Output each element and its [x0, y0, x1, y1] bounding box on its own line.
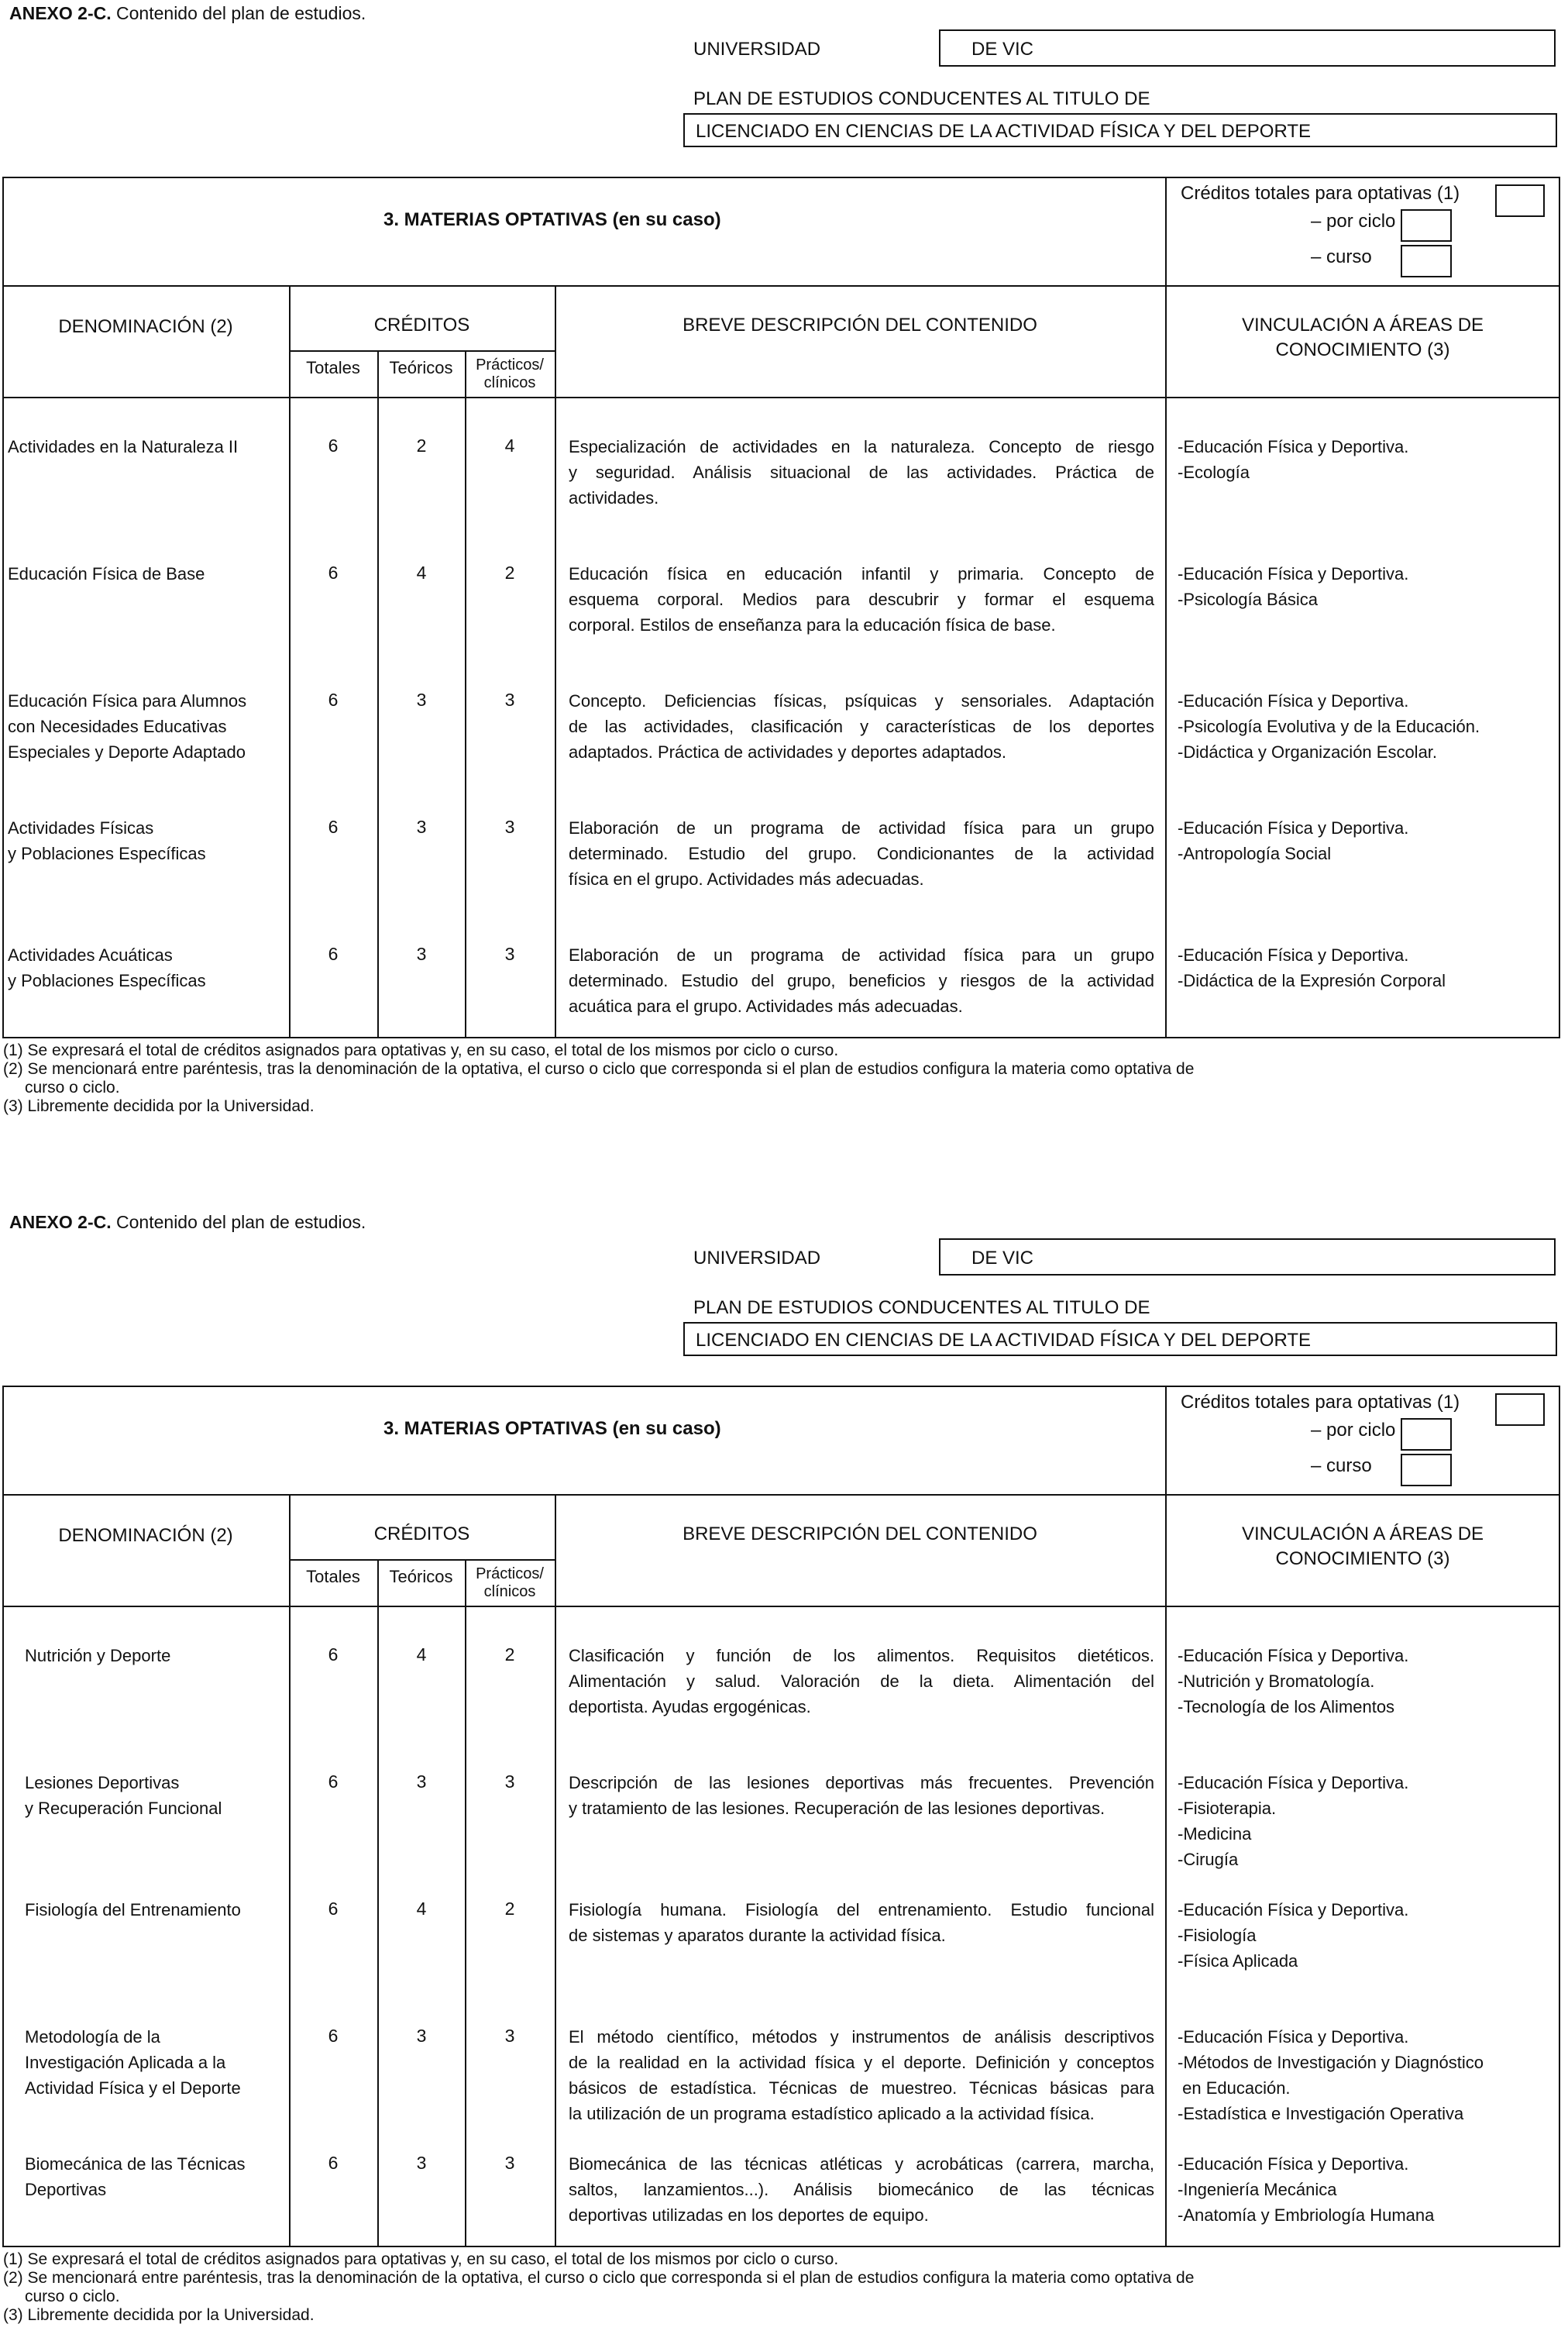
subject-name-line: Actividades en la Naturaleza II: [8, 437, 239, 456]
footnotes: [3, 2250, 1194, 2325]
table-divider: [289, 1559, 555, 1561]
footnote: curso o ciclo.: [25, 1079, 120, 1097]
subject-description: [569, 561, 1154, 638]
credits-teoricos: 3: [416, 2026, 427, 2046]
description-line: y seguridad. Análisis situacional de las actividades. Práctica de: [569, 463, 1154, 482]
footnote: (1) Se expresará el total de créditos asignados para optativas y, en su caso, el total de los mismos por ciclo o curso.: [3, 2250, 839, 2268]
credits-practicos: 2: [504, 563, 515, 583]
credits-totales: 6: [328, 944, 339, 964]
description-line: corporal. Estilos de enseñanza para la educación física de base.: [569, 615, 1056, 635]
section-title: 3. MATERIAS OPTATIVAS (en su caso): [383, 1418, 721, 1439]
knowledge-area-item: en Educación.: [1178, 2078, 1291, 2098]
por-ciclo-box: [1401, 1418, 1452, 1451]
subject-description: [569, 1643, 1154, 1720]
subject-name-line: Investigación Aplicada a la: [25, 2053, 226, 2072]
credits-totales: 6: [328, 1771, 339, 1792]
header-vinculacion: VINCULACIÓN A ÁREAS DE CONOCIMIENTO (3): [1241, 315, 1484, 360]
knowledge-areas: [1178, 815, 1557, 866]
annex-page-2: [0, 1209, 1568, 2348]
header-teoricos: Teóricos: [389, 1567, 453, 1586]
knowledge-area-item: -Psicología Básica: [1178, 590, 1318, 609]
subject-name: [8, 434, 279, 460]
knowledge-area-item: -Educación Física y Deportiva.: [1178, 2154, 1409, 2174]
table-divider: [2, 285, 1560, 287]
description-line: determinado. Estudio del grupo, beneficios y riesgos de la actividad: [569, 971, 1154, 990]
credits-practicos: 3: [504, 690, 515, 710]
por-ciclo-label: – por ciclo: [1311, 211, 1396, 232]
credits-totales: 6: [328, 436, 339, 456]
header-totales: Totales: [306, 358, 360, 377]
knowledge-area-item: -Ecología: [1178, 463, 1250, 482]
knowledge-area-item: -Educación Física y Deportiva.: [1178, 1646, 1409, 1665]
curso-box: [1401, 245, 1452, 277]
subject-name-line: Lesiones Deportivas: [25, 1773, 180, 1792]
credits-totales: 6: [328, 2026, 339, 2046]
knowledge-area-item: -Medicina: [1178, 1824, 1252, 1844]
description-line: esquema corporal. Medios para descubrir y formar el esquema: [569, 590, 1154, 609]
credits-totales: 6: [328, 690, 339, 710]
header-vinculacion: VINCULACIÓN A ÁREAS DE CONOCIMIENTO (3): [1241, 1523, 1484, 1569]
subject-name-line: Especiales y Deporte Adaptado: [8, 742, 246, 762]
knowledge-area-item: -Fisioterapia.: [1178, 1799, 1277, 1818]
description-line: Especialización de actividades en la naturaleza. Concepto de riesgo: [569, 437, 1154, 456]
curso-label: – curso: [1311, 1455, 1372, 1476]
subject-name: [8, 815, 279, 866]
credits-totales: 6: [328, 1899, 339, 1919]
por-ciclo-label: – por ciclo: [1311, 1420, 1396, 1441]
description-line: Alimentación y salud. Valoración de la dieta. Alimentación del: [569, 1671, 1154, 1691]
table-divider: [289, 285, 291, 1038]
description-line: El método científico, métodos y instrumentos de análisis descriptivos: [569, 2027, 1154, 2047]
knowledge-area-item: -Ingeniería Mecánica: [1178, 2180, 1337, 2199]
knowledge-areas: [1178, 1643, 1557, 1720]
description-line: básicos de estadística. Técnicas de muestreo. Técnicas básicas para: [569, 2078, 1154, 2098]
knowledge-areas: [1178, 688, 1557, 765]
credits-teoricos: 4: [416, 1644, 427, 1665]
universidad-value: DE VIC: [939, 29, 1556, 67]
header-totales: Totales: [306, 1567, 360, 1586]
footnote: (2) Se mencionará entre paréntesis, tras la denominación de la optativa, el curso o ciclo que corresponda si el plan de estudios configura la materia como optativa de: [3, 2269, 1195, 2287]
credits-practicos: 2: [504, 1899, 515, 1919]
table-divider: [465, 1559, 466, 2247]
plan-title: LICENCIADO EN CIENCIAS DE LA ACTIVIDAD FÍSICA Y DEL DEPORTE: [683, 1322, 1557, 1356]
credits-teoricos: 3: [416, 817, 427, 837]
description-line: determinado. Estudio del grupo. Condicionantes de la actividad: [569, 844, 1154, 863]
knowledge-area-item: -Nutrición y Bromatología.: [1178, 1671, 1375, 1691]
credits-teoricos: 3: [416, 2153, 427, 2173]
knowledge-area-item: -Didáctica de la Expresión Corporal: [1178, 971, 1446, 990]
table-divider: [289, 1494, 291, 2247]
knowledge-area-item: -Educación Física y Deportiva.: [1178, 1900, 1409, 1919]
annex-heading: ANEXO 2-C. Contenido del plan de estudios.: [9, 3, 366, 23]
subject-name-line: Actividad Física y el Deporte: [25, 2078, 241, 2098]
knowledge-areas: [1178, 561, 1557, 612]
subject-description: [569, 2151, 1154, 2228]
description-line: Elaboración de un programa de actividad física para un grupo: [569, 945, 1154, 965]
header-teoricos: Teóricos: [389, 358, 453, 377]
header-denominacion: DENOMINACIÓN (2): [58, 1525, 233, 1546]
description-line: Elaboración de un programa de actividad física para un grupo: [569, 818, 1154, 838]
subject-name-line: Fisiología del Entrenamiento: [25, 1900, 241, 1919]
credits-teoricos: 3: [416, 1771, 427, 1792]
footnotes: [3, 1041, 1194, 1116]
knowledge-area-item: -Estadística e Investigación Operativa: [1178, 2104, 1464, 2123]
credits-practicos: 2: [504, 1644, 515, 1665]
subject-name: [8, 561, 279, 587]
creditos-totales-label: Créditos totales para optativas (1): [1181, 1392, 1460, 1413]
knowledge-area-item: -Fisiología: [1178, 1926, 1257, 1945]
knowledge-areas: [1178, 942, 1557, 993]
subject-name-line: Actividades Acuáticas: [8, 945, 173, 965]
creditos-totales-box: [1495, 184, 1545, 217]
table-divider: [555, 285, 556, 1038]
subject-name: [8, 688, 279, 765]
subject-name-line: Deportivas: [25, 2180, 107, 2199]
subject-name-line: Educación Física para Alumnos: [8, 691, 247, 711]
subject-name-line: y Poblaciones Específicas: [8, 844, 206, 863]
description-line: saltos, lanzamientos...). Análisis biomecánico de las técnicas: [569, 2180, 1154, 2199]
table-divider: [289, 350, 555, 352]
subject-name-line: Nutrición y Deporte: [25, 1646, 171, 1665]
description-line: de las actividades, clasificación y características de los deportes: [569, 717, 1154, 736]
table-divider: [377, 350, 379, 1038]
knowledge-area-item: -Educación Física y Deportiva.: [1178, 818, 1409, 838]
description-line: la utilización de un programa estadístico aplicado a la actividad física.: [569, 2104, 1095, 2123]
annex-heading: ANEXO 2-C. Contenido del plan de estudios.: [9, 1212, 366, 1232]
credits-practicos: 3: [504, 2153, 515, 2173]
credits-teoricos: 4: [416, 563, 427, 583]
table-divider: [2, 397, 1560, 398]
knowledge-areas: [1178, 434, 1557, 485]
credits-practicos: 3: [504, 944, 515, 964]
header-creditos: CRÉDITOS: [373, 315, 470, 336]
knowledge-area-item: -Física Aplicada: [1178, 1951, 1298, 1971]
subject-name: [25, 1643, 279, 1668]
knowledge-area-item: -Educación Física y Deportiva.: [1178, 945, 1409, 965]
table-divider: [1165, 1386, 1167, 2247]
plan-title: LICENCIADO EN CIENCIAS DE LA ACTIVIDAD FÍSICA Y DEL DEPORTE: [683, 113, 1557, 147]
knowledge-areas: [1178, 2024, 1557, 2126]
subject-name-line: Metodología de la: [25, 2027, 160, 2047]
knowledge-area-item: -Educación Física y Deportiva.: [1178, 1773, 1409, 1792]
subject-name: [25, 1897, 279, 1923]
table-divider: [377, 1559, 379, 2247]
knowledge-areas: [1178, 1897, 1557, 1974]
subject-description: [569, 1770, 1154, 1821]
subject-description: [569, 2024, 1154, 2126]
table-divider: [2, 1606, 1560, 1607]
knowledge-areas: [1178, 1770, 1557, 1872]
table-divider: [465, 350, 466, 1038]
footnote: curso o ciclo.: [25, 2288, 120, 2305]
creditos-totales-label: Créditos totales para optativas (1): [1181, 183, 1460, 204]
description-line: Clasificación y función de los alimentos. Requisitos dietéticos.: [569, 1646, 1154, 1665]
credits-practicos: 4: [504, 436, 515, 456]
description-line: Biomecánica de las técnicas atléticas y acrobáticas (carrera, marcha,: [569, 2154, 1154, 2174]
subject-name: [8, 942, 279, 993]
credits-totales: 6: [328, 2153, 339, 2173]
subject-name-line: Biomecánica de las Técnicas: [25, 2154, 246, 2174]
description-line: Fisiología humana. Fisiología del entrenamiento. Estudio funcional: [569, 1900, 1154, 1919]
description-line: Descripción de las lesiones deportivas más frecuentes. Prevención: [569, 1773, 1154, 1792]
subject-name-line: con Necesidades Educativas: [8, 717, 227, 736]
footnote: (3) Libremente decidida por la Universidad.: [3, 2306, 315, 2324]
credits-totales: 6: [328, 817, 339, 837]
knowledge-area-item: -Educación Física y Deportiva.: [1178, 691, 1409, 711]
description-line: acuática para el grupo. Actividades más adecuadas.: [569, 997, 963, 1016]
subject-description: [569, 688, 1154, 765]
annex-page-1: [0, 0, 1568, 1139]
footnote: (2) Se mencionará entre paréntesis, tras la denominación de la optativa, el curso o ciclo que corresponda si el plan de estudios configura la materia como optativa de: [3, 1060, 1195, 1078]
knowledge-area-item: -Educación Física y Deportiva.: [1178, 437, 1409, 456]
credits-practicos: 3: [504, 817, 515, 837]
universidad-label: UNIVERSIDAD: [693, 1248, 821, 1269]
knowledge-area-item: -Cirugía: [1178, 1850, 1239, 1869]
subject-description: [569, 1897, 1154, 1948]
description-line: deportista. Ayudas ergogénicas.: [569, 1697, 811, 1716]
universidad-value: DE VIC: [939, 1238, 1556, 1276]
subject-name-line: Educación Física de Base: [8, 564, 205, 584]
subject-name-line: y Poblaciones Específicas: [8, 971, 206, 990]
header-practicos: Prácticos/ clínicos: [476, 356, 544, 391]
description-line: y tratamiento de las lesiones. Recuperación de las lesiones deportivas.: [569, 1799, 1106, 1818]
knowledge-areas: [1178, 2151, 1557, 2228]
subject-name: [25, 2024, 279, 2101]
knowledge-area-item: -Psicología Evolutiva y de la Educación.: [1178, 717, 1480, 736]
header-descripcion: BREVE DESCRIPCIÓN DEL CONTENIDO: [683, 1523, 1037, 1544]
knowledge-area-item: -Didáctica y Organización Escolar.: [1178, 742, 1438, 762]
credits-teoricos: 4: [416, 1899, 427, 1919]
subject-name: [25, 2151, 279, 2202]
plan-label: PLAN DE ESTUDIOS CONDUCENTES AL TITULO DE: [693, 1297, 1150, 1318]
footnote: (1) Se expresará el total de créditos asignados para optativas y, en su caso, el total de los mismos por ciclo o curso.: [3, 1041, 839, 1059]
credits-teoricos: 3: [416, 944, 427, 964]
subject-name: [25, 1770, 279, 1821]
credits-totales: 6: [328, 1644, 339, 1665]
credits-practicos: 3: [504, 2026, 515, 2046]
creditos-totales-box: [1495, 1393, 1545, 1426]
header-practicos: Prácticos/ clínicos: [476, 1565, 544, 1600]
knowledge-area-item: -Antropología Social: [1178, 844, 1332, 863]
credits-totales: 6: [328, 563, 339, 583]
subject-description: [569, 815, 1154, 892]
knowledge-area-item: -Tecnología de los Alimentos: [1178, 1697, 1395, 1716]
description-line: de sistemas y aparatos durante la actividad física.: [569, 1926, 946, 1945]
knowledge-area-item: -Educación Física y Deportiva.: [1178, 564, 1409, 584]
footnote: (3) Libremente decidida por la Universidad.: [3, 1097, 315, 1115]
subject-name-line: y Recuperación Funcional: [25, 1799, 222, 1818]
curso-label: – curso: [1311, 246, 1372, 267]
knowledge-area-item: -Educación Física y Deportiva.: [1178, 2027, 1409, 2047]
header-descripcion: BREVE DESCRIPCIÓN DEL CONTENIDO: [683, 315, 1037, 336]
credits-teoricos: 3: [416, 690, 427, 710]
table-divider: [1165, 177, 1167, 1038]
header-creditos: CRÉDITOS: [373, 1523, 470, 1544]
credits-teoricos: 2: [416, 436, 427, 456]
description-line: Educación física en educación infantil y primaria. Concepto de: [569, 564, 1154, 584]
header-denominacion: DENOMINACIÓN (2): [58, 316, 233, 337]
description-line: de la realidad en la actividad física y el deporte. Definición y conceptos: [569, 2053, 1154, 2072]
universidad-label: UNIVERSIDAD: [693, 39, 821, 60]
subject-description: [569, 942, 1154, 1019]
curso-box: [1401, 1454, 1452, 1486]
plan-label: PLAN DE ESTUDIOS CONDUCENTES AL TITULO DE: [693, 88, 1150, 109]
table-divider: [555, 1494, 556, 2247]
knowledge-area-item: -Anatomía y Embriología Humana: [1178, 2205, 1435, 2225]
subject-name-line: Actividades Físicas: [8, 818, 154, 838]
description-line: deportivas utilizadas en los deportes de equipo.: [569, 2205, 929, 2225]
section-title: 3. MATERIAS OPTATIVAS (en su caso): [383, 209, 721, 230]
description-line: adaptados. Práctica de actividades y deportes adaptados.: [569, 742, 1007, 762]
description-line: física en el grupo. Actividades más adecuadas.: [569, 869, 924, 889]
subject-description: [569, 434, 1154, 511]
description-line: Concepto. Deficiencias físicas, psíquicas y sensoriales. Adaptación: [569, 691, 1154, 711]
knowledge-area-item: -Métodos de Investigación y Diagnóstico: [1178, 2053, 1484, 2072]
table-divider: [2, 1494, 1560, 1496]
credits-practicos: 3: [504, 1771, 515, 1792]
por-ciclo-box: [1401, 209, 1452, 242]
description-line: actividades.: [569, 488, 659, 508]
